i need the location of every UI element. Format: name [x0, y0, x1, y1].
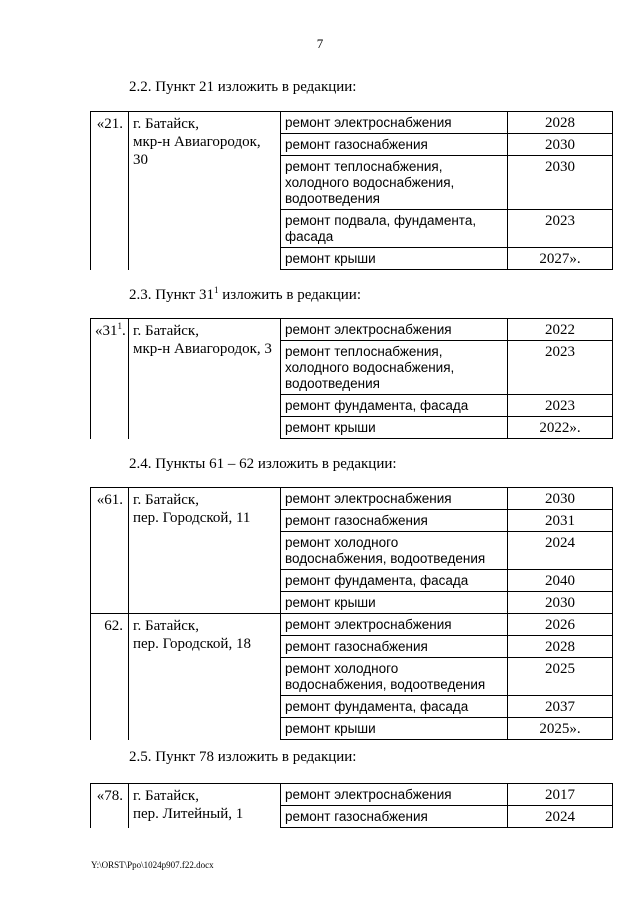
year-cell: 2030	[508, 156, 613, 210]
section-heading-2-4: 2.4. Пункты 61 – 62 изложить в редакции:	[129, 456, 397, 472]
item-number: 62.	[91, 614, 129, 740]
item-number-text: «31	[95, 323, 118, 339]
document-path-footer: Y:\ORST\Ppo\1024p907.f22.docx	[91, 860, 214, 870]
year-cell: 2030	[508, 134, 613, 156]
work-cell: ремонт крыши	[281, 417, 508, 439]
year-cell: 2030	[508, 488, 613, 510]
work-cell: ремонт холодного водоснабжения, водоотведения	[281, 658, 508, 696]
address-line: г. Батайск,	[133, 492, 199, 508]
address-line: г. Батайск,	[133, 323, 199, 339]
year-cell: 2040	[508, 570, 613, 592]
year-cell: 2017	[508, 784, 613, 806]
heading-text-tail: изложить в редакции:	[218, 287, 361, 303]
address-line: г. Батайск,	[133, 618, 199, 634]
item-number: «21.	[91, 112, 129, 270]
address-cell	[129, 112, 281, 270]
year-cell: 2028	[508, 636, 613, 658]
work-cell: ремонт газоснабжения	[281, 806, 508, 828]
work-cell: ремонт фундамента, фасада	[281, 696, 508, 718]
work-cell: ремонт газоснабжения	[281, 134, 508, 156]
work-cell: ремонт газоснабжения	[281, 636, 508, 658]
work-cell: ремонт теплоснабжения, холодного водоснабжения, водоотведения	[281, 341, 508, 395]
year-cell: 2022».	[508, 417, 613, 439]
heading-superscript: 1	[214, 285, 219, 295]
work-cell: ремонт электроснабжения	[281, 488, 508, 510]
work-cell: ремонт холодного водоснабжения, водоотведения	[281, 532, 508, 570]
year-cell: 2023	[508, 341, 613, 395]
address-cell	[129, 488, 281, 614]
work-cell: ремонт фундамента, фасада	[281, 395, 508, 417]
table-row	[91, 112, 613, 134]
item-number: «61.	[91, 488, 129, 614]
work-cell: ремонт электроснабжения	[281, 112, 508, 134]
page-number: 7	[316, 36, 324, 51]
work-cell: ремонт электроснабжения	[281, 784, 508, 806]
address-line: мкр-н Авиагородок, 3	[133, 341, 272, 357]
year-cell: 2030	[508, 592, 613, 614]
year-cell: 2025».	[508, 718, 613, 740]
heading-text: 2.3. Пункт 31	[129, 287, 215, 303]
year-cell: 2031	[508, 510, 613, 532]
table-2-5	[90, 783, 613, 828]
work-cell: ремонт фундамента, фасада	[281, 570, 508, 592]
year-cell: 2024	[508, 806, 613, 828]
year-cell: 2027».	[508, 248, 613, 270]
work-cell: ремонт теплоснабжения, холодного водоснабжения, водоотведения	[281, 156, 508, 210]
item-number	[91, 319, 129, 439]
address-line: 30	[133, 152, 148, 168]
section-heading-2-2: 2.2. Пункт 21 изложить в редакции:	[129, 79, 357, 95]
year-cell: 2037	[508, 696, 613, 718]
table-2-4	[90, 487, 613, 740]
address-line: г. Батайск,	[133, 116, 199, 132]
table-2-2	[90, 111, 613, 270]
address-line: пер. Литейный, 1	[133, 806, 244, 822]
table-row	[91, 488, 613, 510]
address-cell	[129, 784, 281, 828]
year-cell: 2024	[508, 532, 613, 570]
work-cell: ремонт крыши	[281, 248, 508, 270]
work-cell: ремонт крыши	[281, 718, 508, 740]
address-cell	[129, 319, 281, 439]
item-number-tail: .	[122, 323, 126, 339]
year-cell: 2025	[508, 658, 613, 696]
work-cell: ремонт газоснабжения	[281, 510, 508, 532]
item-number-superscript: 1	[117, 321, 122, 331]
work-cell: ремонт электроснабжения	[281, 614, 508, 636]
address-line: мкр-н Авиагородок,	[133, 134, 261, 150]
year-cell: 2023	[508, 395, 613, 417]
address-line: пер. Городской, 18	[133, 636, 251, 652]
year-cell: 2022	[508, 319, 613, 341]
address-cell	[129, 614, 281, 740]
table-row	[91, 784, 613, 806]
section-heading-2-3	[129, 286, 361, 304]
address-line: г. Батайск,	[133, 788, 199, 804]
address-line: пер. Городской, 11	[133, 510, 251, 526]
year-cell: 2026	[508, 614, 613, 636]
section-heading-2-5: 2.5. Пункт 78 изложить в редакции:	[129, 749, 357, 765]
table-row	[91, 319, 613, 341]
year-cell: 2023	[508, 210, 613, 248]
table-row	[91, 614, 613, 636]
work-cell: ремонт подвала, фундамента, фасада	[281, 210, 508, 248]
year-cell: 2028	[508, 112, 613, 134]
table-2-3	[90, 318, 613, 439]
work-cell: ремонт электроснабжения	[281, 319, 508, 341]
item-number: «78.	[91, 784, 129, 828]
work-cell: ремонт крыши	[281, 592, 508, 614]
